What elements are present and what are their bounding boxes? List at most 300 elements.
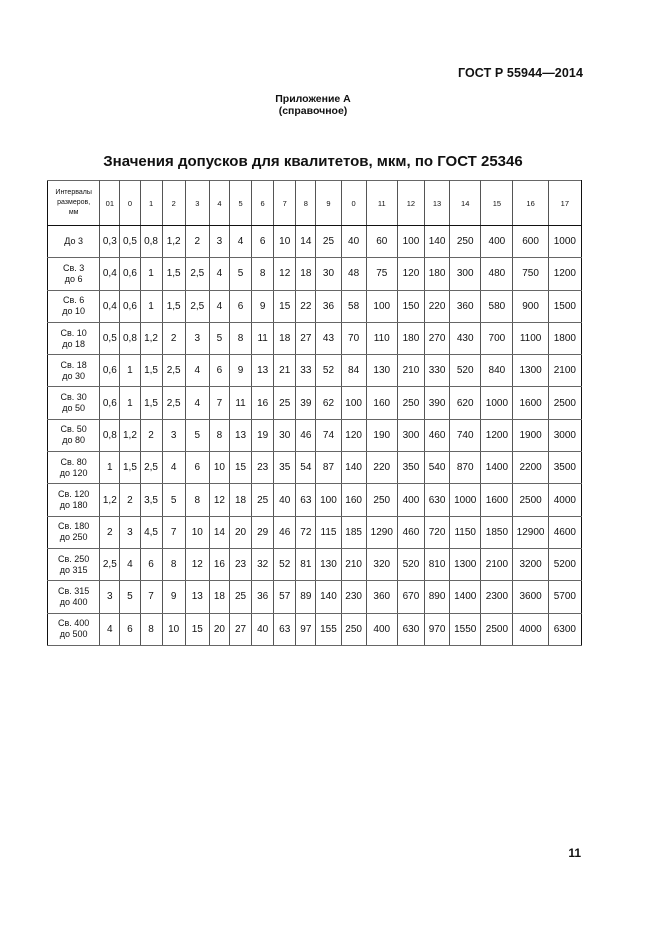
- tolerance-value-cell: 1: [120, 387, 140, 419]
- tolerance-value-cell: 1,2: [120, 419, 140, 451]
- tolerance-value-cell: 630: [397, 613, 424, 645]
- tolerance-value-cell: 0,6: [120, 258, 140, 290]
- tolerance-value-cell: 8: [162, 548, 185, 580]
- size-interval-line: Св. 10: [60, 327, 87, 338]
- size-interval-cell: [48, 484, 100, 516]
- tolerance-value-cell: 23: [252, 452, 274, 484]
- table-row: [48, 613, 582, 645]
- tolerance-value-cell: 8: [209, 419, 229, 451]
- tolerance-value-cell: 1,2: [162, 226, 185, 258]
- tolerance-value-cell: 220: [366, 452, 397, 484]
- size-interval-header-line: размеров,: [57, 199, 91, 206]
- tolerance-value-cell: 5: [162, 484, 185, 516]
- tolerance-value-cell: 1300: [513, 355, 548, 387]
- tolerance-value-cell: 4,5: [140, 516, 162, 548]
- tolerance-value-cell: 63: [274, 613, 296, 645]
- tolerance-value-cell: 6: [209, 355, 229, 387]
- tolerance-value-cell: 52: [316, 355, 341, 387]
- size-interval-line: До 3: [64, 236, 83, 247]
- grade-column-header: 17: [548, 181, 581, 226]
- tolerance-value-cell: 1550: [450, 613, 481, 645]
- size-interval-line: до 500: [59, 629, 88, 640]
- tolerance-value-cell: 8: [229, 322, 251, 354]
- tolerance-value-cell: 74: [316, 419, 341, 451]
- tolerance-value-cell: 185: [341, 516, 366, 548]
- tolerance-value-cell: 180: [425, 258, 450, 290]
- tolerance-value-cell: 87: [316, 452, 341, 484]
- tolerance-value-cell: 1600: [481, 484, 513, 516]
- table-row: [48, 258, 582, 290]
- size-interval-line: Св. 50: [60, 424, 87, 435]
- grade-column-header: 0: [120, 181, 140, 226]
- tolerance-value-cell: 25: [274, 387, 296, 419]
- tolerance-value-cell: 1,2: [140, 322, 162, 354]
- size-interval-line: до 10: [62, 306, 86, 317]
- size-interval-line: до 80: [62, 435, 86, 446]
- size-interval-header-line: мм: [68, 209, 79, 216]
- tolerance-value-cell: 2: [120, 484, 140, 516]
- tolerance-value-cell: 630: [425, 484, 450, 516]
- tolerance-value-cell: 32: [252, 548, 274, 580]
- tolerance-value-cell: 0,6: [120, 290, 140, 322]
- tolerance-value-cell: 16: [252, 387, 274, 419]
- tolerance-value-cell: 63: [296, 484, 316, 516]
- table-row: [48, 387, 582, 419]
- table-row: [48, 226, 582, 258]
- size-interval-line: Св. 315: [57, 585, 90, 596]
- table-row: [48, 419, 582, 451]
- table-row: [48, 290, 582, 322]
- tolerance-value-cell: 4000: [548, 484, 581, 516]
- size-interval-cell: [48, 452, 100, 484]
- tolerance-value-cell: 1100: [513, 322, 548, 354]
- tolerance-value-cell: 57: [274, 581, 296, 613]
- tolerance-value-cell: 29: [252, 516, 274, 548]
- tolerance-value-cell: 6: [185, 452, 209, 484]
- size-interval-cell: [48, 516, 100, 548]
- tolerance-value-cell: 40: [252, 613, 274, 645]
- tolerance-value-cell: 1800: [548, 322, 581, 354]
- tolerance-value-cell: 4000: [513, 613, 548, 645]
- tolerance-value-cell: 520: [397, 548, 424, 580]
- size-interval-cell: [48, 548, 100, 580]
- grade-column-header: 5: [229, 181, 251, 226]
- tolerance-value-cell: 4: [229, 226, 251, 258]
- grade-column-header: 9: [316, 181, 341, 226]
- tolerance-value-cell: 97: [296, 613, 316, 645]
- tolerance-value-cell: 740: [450, 419, 481, 451]
- tolerance-value-cell: 5: [185, 419, 209, 451]
- tolerance-value-cell: 270: [425, 322, 450, 354]
- tolerance-value-cell: 12900: [513, 516, 548, 548]
- tolerance-value-cell: 11: [252, 322, 274, 354]
- tolerance-value-cell: 1: [140, 258, 162, 290]
- tolerance-value-cell: 3,5: [140, 484, 162, 516]
- table-header-row: [48, 181, 582, 226]
- size-interval-cell: [48, 226, 100, 258]
- tolerance-value-cell: 12: [209, 484, 229, 516]
- tolerance-value-cell: 62: [316, 387, 341, 419]
- tolerance-value-cell: 2500: [513, 484, 548, 516]
- grade-column-header: 14: [450, 181, 481, 226]
- tolerance-value-cell: 15: [185, 613, 209, 645]
- tolerance-value-cell: 480: [481, 258, 513, 290]
- tolerance-value-cell: 540: [425, 452, 450, 484]
- tolerance-value-cell: 210: [397, 355, 424, 387]
- tolerance-value-cell: 25: [316, 226, 341, 258]
- tolerance-value-cell: 6: [252, 226, 274, 258]
- tolerance-value-cell: 4: [185, 355, 209, 387]
- tolerance-value-cell: 7: [209, 387, 229, 419]
- tolerance-value-cell: 1000: [450, 484, 481, 516]
- tolerance-value-cell: 750: [513, 258, 548, 290]
- tolerance-value-cell: 5: [120, 581, 140, 613]
- tolerance-value-cell: 2,5: [185, 290, 209, 322]
- size-interval-line: до 180: [59, 500, 88, 511]
- tolerance-value-cell: 48: [341, 258, 366, 290]
- document-code: ГОСТ Р 55944—2014: [457, 66, 583, 80]
- tolerance-value-cell: 9: [229, 355, 251, 387]
- size-interval-line: до 18: [62, 338, 86, 349]
- size-interval-line: Св. 18: [60, 359, 87, 370]
- tolerance-value-cell: 33: [296, 355, 316, 387]
- table-row: [48, 452, 582, 484]
- tolerance-value-cell: 4: [209, 258, 229, 290]
- tolerance-value-cell: 4600: [548, 516, 581, 548]
- tolerance-value-cell: 20: [229, 516, 251, 548]
- grade-column-header: 11: [366, 181, 397, 226]
- tolerance-value-cell: 160: [341, 484, 366, 516]
- tolerance-value-cell: 1: [120, 355, 140, 387]
- tolerance-value-cell: 8: [185, 484, 209, 516]
- tolerance-value-cell: 360: [450, 290, 481, 322]
- tolerance-value-cell: 7: [162, 516, 185, 548]
- tolerance-value-cell: 18: [296, 258, 316, 290]
- tolerance-value-cell: 2,5: [140, 452, 162, 484]
- tolerance-value-cell: 120: [341, 419, 366, 451]
- tolerance-value-cell: 580: [481, 290, 513, 322]
- size-interval-line: Св. 120: [57, 489, 90, 500]
- tolerance-value-cell: 3500: [548, 452, 581, 484]
- tolerance-value-cell: 1400: [450, 581, 481, 613]
- tolerance-value-cell: 5: [209, 322, 229, 354]
- grade-column-header: 16: [513, 181, 548, 226]
- tolerance-value-cell: 15: [274, 290, 296, 322]
- tolerance-value-cell: 40: [274, 484, 296, 516]
- tolerance-value-cell: 5200: [548, 548, 581, 580]
- grade-column-header: 0: [341, 181, 366, 226]
- tolerance-value-cell: 700: [481, 322, 513, 354]
- tolerance-value-cell: 1,5: [140, 387, 162, 419]
- tolerance-value-cell: 1000: [481, 387, 513, 419]
- size-interval-cell: [48, 581, 100, 613]
- size-interval-cell: [48, 355, 100, 387]
- tolerance-value-cell: 36: [316, 290, 341, 322]
- tolerance-value-cell: 190: [366, 419, 397, 451]
- tolerance-value-cell: 155: [316, 613, 341, 645]
- tolerance-value-cell: 81: [296, 548, 316, 580]
- tolerance-value-cell: 12: [274, 258, 296, 290]
- tolerance-value-cell: 840: [481, 355, 513, 387]
- tolerance-value-cell: 4: [100, 613, 120, 645]
- size-interval-line: Св. 30: [60, 392, 87, 403]
- tolerance-value-cell: 2100: [481, 548, 513, 580]
- tolerance-value-cell: 600: [513, 226, 548, 258]
- size-interval-cell: [48, 290, 100, 322]
- tolerance-value-cell: 4: [185, 387, 209, 419]
- tolerance-value-cell: 18: [209, 581, 229, 613]
- table-row: [48, 548, 582, 580]
- tolerance-value-cell: 2,5: [162, 355, 185, 387]
- tolerance-value-cell: 720: [425, 516, 450, 548]
- table-row: [48, 581, 582, 613]
- size-interval-line: до 6: [64, 273, 83, 284]
- size-interval-cell: [48, 387, 100, 419]
- tolerance-value-cell: 4: [209, 290, 229, 322]
- tolerance-value-cell: 30: [316, 258, 341, 290]
- tolerance-value-cell: 25: [252, 484, 274, 516]
- tolerance-value-cell: 58: [341, 290, 366, 322]
- grade-column-header: 15: [481, 181, 513, 226]
- size-interval-line: Св. 80: [60, 456, 87, 467]
- grade-column-header: 6: [252, 181, 274, 226]
- tolerance-value-cell: 11: [229, 387, 251, 419]
- tolerance-value-cell: 400: [481, 226, 513, 258]
- tolerance-value-cell: 2: [162, 322, 185, 354]
- tolerance-value-cell: 120: [397, 258, 424, 290]
- tolerance-value-cell: 100: [397, 226, 424, 258]
- tolerance-value-cell: 670: [397, 581, 424, 613]
- tolerance-value-cell: 75: [366, 258, 397, 290]
- table-row: [48, 355, 582, 387]
- tolerance-value-cell: 210: [341, 548, 366, 580]
- appendix-title: Приложение А: [275, 93, 351, 105]
- tolerance-value-cell: 1300: [450, 548, 481, 580]
- tolerance-value-cell: 6: [140, 548, 162, 580]
- size-interval-line: Св. 250: [57, 553, 90, 564]
- appendix-note: (справочное): [278, 105, 348, 117]
- size-interval-line: до 50: [62, 403, 86, 414]
- tolerance-value-cell: 300: [397, 419, 424, 451]
- tolerance-value-cell: 14: [296, 226, 316, 258]
- tolerance-value-cell: 460: [425, 419, 450, 451]
- tolerance-value-cell: 0,8: [100, 419, 120, 451]
- tolerance-value-cell: 0,4: [100, 290, 120, 322]
- tolerance-value-cell: 1: [140, 290, 162, 322]
- tolerance-value-cell: 2500: [481, 613, 513, 645]
- table-row: [48, 484, 582, 516]
- tolerance-value-cell: 130: [316, 548, 341, 580]
- grade-column-header: 13: [425, 181, 450, 226]
- tolerance-value-cell: 1200: [481, 419, 513, 451]
- tolerance-value-cell: 22: [296, 290, 316, 322]
- tolerance-value-cell: 2: [185, 226, 209, 258]
- tolerance-value-cell: 970: [425, 613, 450, 645]
- tolerance-value-cell: 220: [425, 290, 450, 322]
- size-interval-line: Св. 400: [57, 618, 90, 629]
- tolerance-value-cell: 0,8: [120, 322, 140, 354]
- tolerance-value-cell: 430: [450, 322, 481, 354]
- tolerance-value-cell: 5700: [548, 581, 581, 613]
- tolerance-value-cell: 20: [209, 613, 229, 645]
- tolerance-value-cell: 3600: [513, 581, 548, 613]
- tolerance-value-cell: 27: [296, 322, 316, 354]
- tolerance-value-cell: 180: [397, 322, 424, 354]
- grade-column-header: 12: [397, 181, 424, 226]
- tolerance-value-cell: 890: [425, 581, 450, 613]
- tolerance-value-cell: 140: [316, 581, 341, 613]
- table-title: Значения допусков для квалитетов, мкм, по ГОСТ 25346: [103, 153, 523, 170]
- tolerance-value-cell: 36: [252, 581, 274, 613]
- size-interval-line: Св. 6: [62, 295, 85, 306]
- tolerance-value-cell: 150: [397, 290, 424, 322]
- tolerance-value-cell: 18: [229, 484, 251, 516]
- tolerance-value-cell: 0,6: [100, 387, 120, 419]
- tolerance-value-cell: 13: [252, 355, 274, 387]
- tolerance-value-cell: 52: [274, 548, 296, 580]
- tolerance-value-cell: 2500: [548, 387, 581, 419]
- size-interval-header: [48, 181, 100, 226]
- tolerance-value-cell: 72: [296, 516, 316, 548]
- tolerance-value-cell: 1400: [481, 452, 513, 484]
- tolerance-value-cell: 870: [450, 452, 481, 484]
- tolerance-value-cell: 2: [140, 419, 162, 451]
- tolerance-value-cell: 360: [366, 581, 397, 613]
- tolerance-value-cell: 7: [140, 581, 162, 613]
- grade-column-header: 8: [296, 181, 316, 226]
- size-interval-line: до 315: [59, 564, 88, 575]
- tolerance-value-cell: 250: [366, 484, 397, 516]
- tolerance-value-cell: 390: [425, 387, 450, 419]
- tolerance-value-cell: 9: [252, 290, 274, 322]
- tolerance-value-cell: 110: [366, 322, 397, 354]
- table-body: [48, 226, 582, 646]
- tolerance-value-cell: 140: [425, 226, 450, 258]
- tolerance-value-cell: 13: [229, 419, 251, 451]
- table-row: [48, 322, 582, 354]
- tolerance-value-cell: 89: [296, 581, 316, 613]
- tolerance-value-cell: 23: [229, 548, 251, 580]
- tolerance-value-cell: 900: [513, 290, 548, 322]
- tolerance-value-cell: 230: [341, 581, 366, 613]
- tolerance-value-cell: 400: [397, 484, 424, 516]
- tolerance-value-cell: 160: [366, 387, 397, 419]
- tolerance-value-cell: 520: [450, 355, 481, 387]
- table-row: [48, 516, 582, 548]
- size-interval-cell: [48, 613, 100, 645]
- tolerance-value-cell: 60: [366, 226, 397, 258]
- tolerance-value-cell: 10: [274, 226, 296, 258]
- tolerance-value-cell: 250: [341, 613, 366, 645]
- size-interval-cell: [48, 258, 100, 290]
- tolerance-value-cell: 320: [366, 548, 397, 580]
- tolerance-value-cell: 3: [185, 322, 209, 354]
- tolerance-value-cell: 40: [341, 226, 366, 258]
- tolerance-value-cell: 54: [296, 452, 316, 484]
- tolerance-value-cell: 70: [341, 322, 366, 354]
- tolerance-value-cell: 4: [162, 452, 185, 484]
- tolerance-value-cell: 43: [316, 322, 341, 354]
- tolerance-table: [47, 180, 582, 646]
- tolerance-value-cell: 350: [397, 452, 424, 484]
- tolerance-value-cell: 100: [366, 290, 397, 322]
- tolerance-value-cell: 2,5: [185, 258, 209, 290]
- tolerance-value-cell: 35: [274, 452, 296, 484]
- tolerance-value-cell: 6300: [548, 613, 581, 645]
- tolerance-value-cell: 130: [366, 355, 397, 387]
- tolerance-value-cell: 620: [450, 387, 481, 419]
- tolerance-value-cell: 250: [450, 226, 481, 258]
- size-interval-cell: [48, 419, 100, 451]
- tolerance-value-cell: 0,6: [100, 355, 120, 387]
- tolerance-value-cell: 1,5: [140, 355, 162, 387]
- tolerance-value-cell: 6: [229, 290, 251, 322]
- grade-column-header: 2: [162, 181, 185, 226]
- tolerance-value-cell: 3: [209, 226, 229, 258]
- tolerance-value-cell: 3: [100, 581, 120, 613]
- tolerance-value-cell: 1850: [481, 516, 513, 548]
- tolerance-value-cell: 1290: [366, 516, 397, 548]
- tolerance-value-cell: 1200: [548, 258, 581, 290]
- tolerance-value-cell: 2,5: [162, 387, 185, 419]
- size-interval-line: до 30: [62, 370, 86, 381]
- grade-column-header: 1: [140, 181, 162, 226]
- tolerance-value-cell: 15: [229, 452, 251, 484]
- tolerance-value-cell: 4: [120, 548, 140, 580]
- tolerance-value-cell: 6: [120, 613, 140, 645]
- tolerance-value-cell: 16: [209, 548, 229, 580]
- size-interval-line: до 250: [59, 532, 88, 543]
- tolerance-value-cell: 27: [229, 613, 251, 645]
- tolerance-value-cell: 25: [229, 581, 251, 613]
- size-interval-header-line: Интервалы: [55, 189, 92, 196]
- tolerance-value-cell: 300: [450, 258, 481, 290]
- tolerance-value-cell: 2300: [481, 581, 513, 613]
- tolerance-value-cell: 19: [252, 419, 274, 451]
- page-number: 11: [568, 846, 581, 860]
- tolerance-value-cell: 12: [185, 548, 209, 580]
- tolerance-value-cell: 18: [274, 322, 296, 354]
- tolerance-value-cell: 84: [341, 355, 366, 387]
- tolerance-value-cell: 140: [341, 452, 366, 484]
- size-interval-line: Св. 3: [62, 262, 85, 273]
- tolerance-value-cell: 2: [100, 516, 120, 548]
- tolerance-value-cell: 3: [162, 419, 185, 451]
- tolerance-value-cell: 1500: [548, 290, 581, 322]
- grade-column-header: 7: [274, 181, 296, 226]
- tolerance-value-cell: 1,5: [162, 258, 185, 290]
- tolerance-value-cell: 0,4: [100, 258, 120, 290]
- tolerance-value-cell: 5: [229, 258, 251, 290]
- tolerance-value-cell: 8: [140, 613, 162, 645]
- tolerance-value-cell: 13: [185, 581, 209, 613]
- tolerance-value-cell: 0,5: [120, 226, 140, 258]
- tolerance-value-cell: 2,5: [100, 548, 120, 580]
- tolerance-value-cell: 1600: [513, 387, 548, 419]
- tolerance-value-cell: 30: [274, 419, 296, 451]
- tolerance-value-cell: 0,3: [100, 226, 120, 258]
- size-interval-line: до 400: [59, 596, 88, 607]
- size-interval-line: до 120: [59, 467, 88, 478]
- tolerance-value-cell: 115: [316, 516, 341, 548]
- tolerance-value-cell: 810: [425, 548, 450, 580]
- tolerance-value-cell: 3000: [548, 419, 581, 451]
- tolerance-value-cell: 1,2: [100, 484, 120, 516]
- tolerance-value-cell: 46: [296, 419, 316, 451]
- tolerance-value-cell: 460: [397, 516, 424, 548]
- size-interval-cell: [48, 322, 100, 354]
- tolerance-value-cell: 1000: [548, 226, 581, 258]
